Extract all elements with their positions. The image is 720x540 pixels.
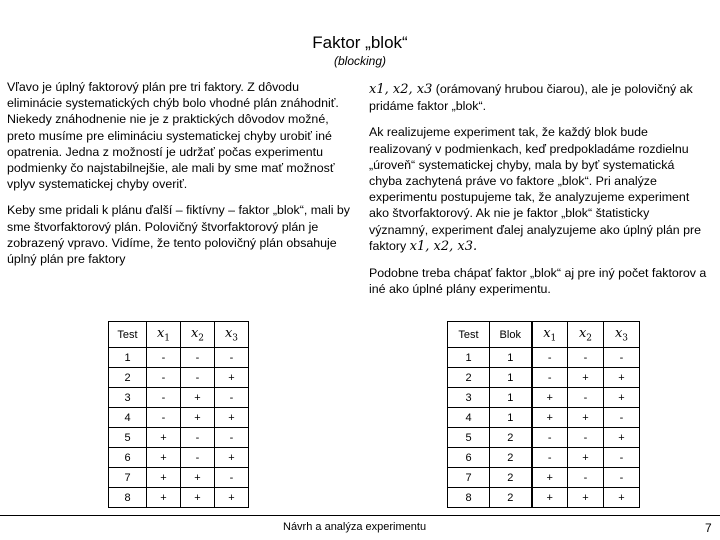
table-cell: - xyxy=(147,368,181,388)
table-cell: + xyxy=(568,448,604,468)
table-cell: + xyxy=(568,368,604,388)
table-cell: + xyxy=(604,488,640,508)
slide-title: Faktor „blok“ xyxy=(312,33,408,52)
factors-math: x1, x2, x3 xyxy=(369,82,433,97)
right-paragraph-2 xyxy=(369,124,709,255)
half-factorial-table xyxy=(447,321,640,508)
table-cell: 1 xyxy=(490,388,532,408)
header-x1: $x_1$ xyxy=(147,322,181,348)
table-row xyxy=(109,368,249,388)
table-cell: 4 xyxy=(448,408,490,428)
table-cell: + xyxy=(147,448,181,468)
table-cell: + xyxy=(215,368,249,388)
table-cell: 5 xyxy=(109,428,147,448)
table-cell: - xyxy=(604,348,640,368)
table-cell: - xyxy=(215,388,249,408)
table-cell: - xyxy=(568,428,604,448)
right-text-column xyxy=(369,81,709,307)
table-cell: - xyxy=(532,428,568,448)
table-row xyxy=(448,388,640,408)
table-cell: 2 xyxy=(490,428,532,448)
table-header-row xyxy=(448,322,640,348)
table-cell: - xyxy=(604,468,640,488)
header-test: Test xyxy=(448,322,490,348)
table-cell: 7 xyxy=(109,468,147,488)
table-row xyxy=(109,388,249,408)
table-cell: 5 xyxy=(448,428,490,448)
table-cell: + xyxy=(604,368,640,388)
table-row xyxy=(109,408,249,428)
table-row xyxy=(448,408,640,428)
table-cell: + xyxy=(568,488,604,508)
table-cell: - xyxy=(215,348,249,368)
table-row xyxy=(109,348,249,368)
left-text-column xyxy=(7,79,352,277)
table-cell: - xyxy=(215,468,249,488)
table-cell: 1 xyxy=(490,348,532,368)
table-cell: + xyxy=(181,488,215,508)
table-cell: + xyxy=(215,408,249,428)
table-row xyxy=(109,468,249,488)
table-cell: 1 xyxy=(109,348,147,368)
table-cell: + xyxy=(532,388,568,408)
table-row xyxy=(109,428,249,448)
table-cell: 1 xyxy=(490,408,532,428)
table-cell: - xyxy=(532,348,568,368)
table-cell: + xyxy=(147,428,181,448)
table-cell: + xyxy=(604,428,640,448)
table-cell: + xyxy=(215,488,249,508)
table-cell: 6 xyxy=(109,448,147,468)
header-x1: $x_1$ xyxy=(532,322,568,348)
table-cell: - xyxy=(147,408,181,428)
right-paragraph-2-text: Ak realizujeme experiment tak, že každý blok bude realizovaný v podmienkach, keď predpokladáme rozdielnu „úroveň“ systematickej chyby, mala by byť systematická chyba zachytená práve vo faktore „blok“. Pri analýze experimentu postupujeme tak, že analyzujeme experiment ako štvorfaktorový. Ak nie je faktor „blok“ štatisticky významný, experiment ďalej analyzujeme ako úplný plán pre faktory xyxy=(369,125,702,253)
table-cell: + xyxy=(147,488,181,508)
table-cell: + xyxy=(568,408,604,428)
full-factorial-table xyxy=(108,321,249,508)
footer-divider xyxy=(0,515,720,516)
table-row xyxy=(109,488,249,508)
table-cell: - xyxy=(181,348,215,368)
table-cell: 2 xyxy=(490,468,532,488)
header-x3: $x_3$ xyxy=(604,322,640,348)
table-cell: - xyxy=(604,408,640,428)
table-row xyxy=(448,428,640,448)
table-cell: 8 xyxy=(448,488,490,508)
footer-text: Návrh a analýza experimentu xyxy=(283,521,427,533)
left-paragraph-2: Keby sme pridali k plánu ďalší – fiktívny – faktor „blok“, mali by sme štvorfaktorový plán. Polovičný štvorfaktorový plán je zobrazený vpravo. Vidíme, že tento polovičný plán obsahuje úplný plán pre faktory xyxy=(7,203,350,267)
table-cell: + xyxy=(147,468,181,488)
table-cell: - xyxy=(532,448,568,468)
table-cell: 1 xyxy=(448,348,490,368)
table-header-row xyxy=(109,322,249,348)
table-cell: 7 xyxy=(448,468,490,488)
header-x2: $x_2$ xyxy=(181,322,215,348)
header-x3: $x_3$ xyxy=(215,322,249,348)
table-row xyxy=(109,448,249,468)
table-cell: 2 xyxy=(109,368,147,388)
header-blok: Blok xyxy=(490,322,532,348)
table-cell: 6 xyxy=(448,448,490,468)
table-cell: - xyxy=(568,388,604,408)
table-cell: 3 xyxy=(448,388,490,408)
table-cell: + xyxy=(532,408,568,428)
table-cell: + xyxy=(532,488,568,508)
table-row xyxy=(448,348,640,368)
slide-subtitle: (blocking) xyxy=(333,54,387,68)
table-cell: + xyxy=(215,448,249,468)
left-paragraph-1: Vľavo je úplný faktorový plán pre tri faktory. Z dôvodu eliminácie systematických chýb bolo vhodné plán znáhodniť. Niekedy znáhodnenie nie je z praktických dôvodov možné, preto musíme pre elimináciu systematickej chyby urobiť iné opatrenia. Jedna z možností je udržať počas experimentu podmienky čo najstabilnejšie, ale mali by sme mať možnosť vplyv systematickej chyby overiť. xyxy=(7,80,339,192)
table-row xyxy=(448,368,640,388)
table-cell: - xyxy=(147,388,181,408)
page-number: 7 xyxy=(705,521,712,535)
right-paragraph-1-text: (orámovaný hrubou čiarou), ale je polovičný ak pridáme faktor „blok“. xyxy=(369,82,693,114)
table-cell: - xyxy=(215,428,249,448)
table-cell: - xyxy=(147,348,181,368)
right-paragraph-3: Podobne treba chápať faktor „blok“ aj pre iný počet faktorov a iné ako úplné plány experimentu. xyxy=(369,266,707,297)
table-cell: + xyxy=(532,468,568,488)
table-cell: 2 xyxy=(490,488,532,508)
table-cell: - xyxy=(181,368,215,388)
table-cell: 2 xyxy=(490,448,532,468)
header-x2: $x_2$ xyxy=(568,322,604,348)
table-cell: 2 xyxy=(448,368,490,388)
table-cell: - xyxy=(181,428,215,448)
table-cell: - xyxy=(604,448,640,468)
table-cell: + xyxy=(181,388,215,408)
table-cell: 4 xyxy=(109,408,147,428)
factors-math-2: x1, x2, x3. xyxy=(409,238,478,254)
table-cell: + xyxy=(181,468,215,488)
table-cell: 3 xyxy=(109,388,147,408)
right-paragraph-1 xyxy=(369,81,709,114)
table-cell: - xyxy=(532,368,568,388)
table-cell: - xyxy=(568,468,604,488)
table-cell: - xyxy=(181,448,215,468)
table-row xyxy=(448,468,640,488)
table-cell: - xyxy=(568,348,604,368)
table-row xyxy=(448,448,640,468)
table-cell: + xyxy=(604,388,640,408)
table-row xyxy=(448,488,640,508)
table-cell: 1 xyxy=(490,368,532,388)
header-test: Test xyxy=(109,322,147,348)
table-cell: + xyxy=(181,408,215,428)
table-cell: 8 xyxy=(109,488,147,508)
